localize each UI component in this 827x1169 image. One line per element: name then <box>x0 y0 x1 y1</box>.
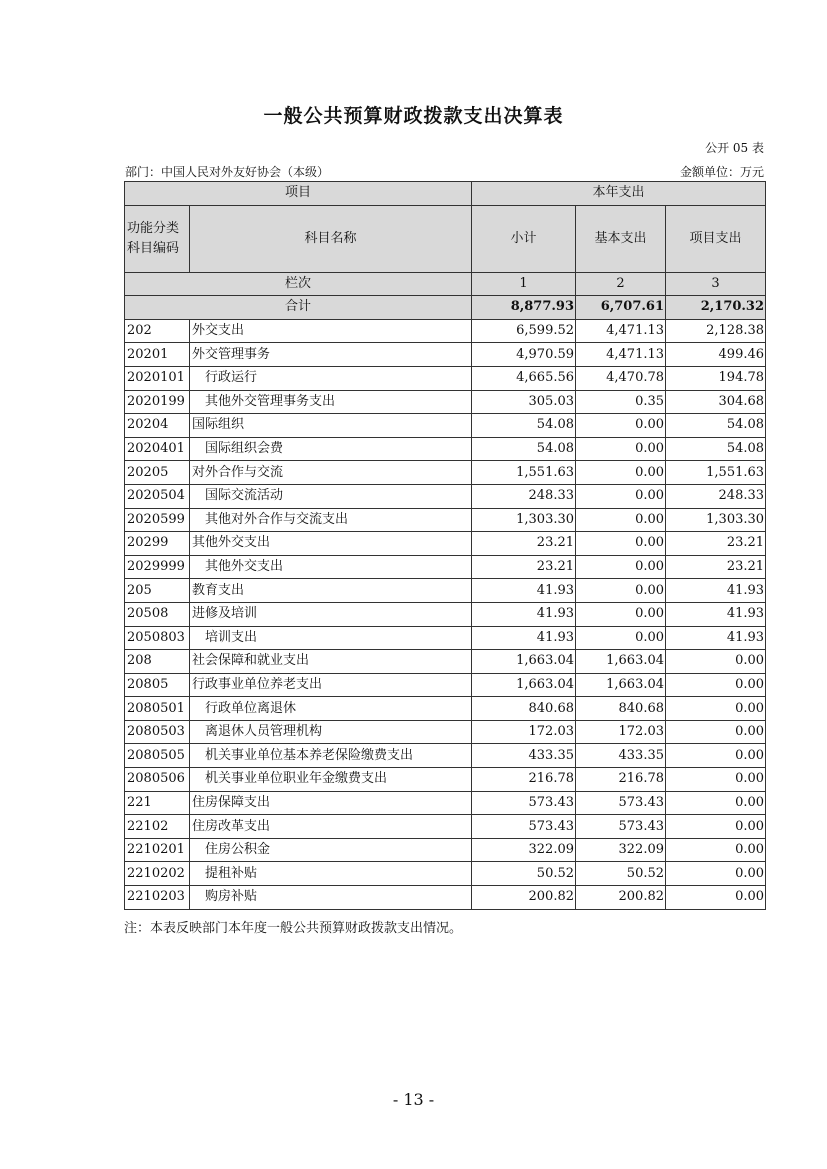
table-row <box>125 862 766 886</box>
row-code: 208 <box>125 650 190 674</box>
row-code: 2029999 <box>125 555 190 579</box>
header-column-index: 栏次 <box>125 272 472 296</box>
table-row <box>125 579 766 603</box>
row-code: 20508 <box>125 602 190 626</box>
table-row <box>125 555 766 579</box>
table-row <box>125 414 766 438</box>
row-project: 23.21 <box>666 532 766 556</box>
page-title: 一般公共预算财政拨款支出决算表 <box>263 105 564 127</box>
table-row <box>125 697 766 721</box>
row-name <box>190 697 472 721</box>
row-basic: 322.09 <box>576 838 666 862</box>
row-subtotal: 840.68 <box>472 697 576 721</box>
row-code: 2020401 <box>125 437 190 461</box>
row-project: 194.78 <box>666 366 766 390</box>
row-project: 0.00 <box>666 673 766 697</box>
row-subtotal: 4,665.56 <box>472 366 576 390</box>
form-number: 公开 05 表 <box>705 141 764 155</box>
header-row-2 <box>125 205 766 272</box>
row-basic: 4,470.78 <box>576 366 666 390</box>
row-subtotal: 1,303.30 <box>472 508 576 532</box>
row-name: 住房保障支出 <box>190 791 472 815</box>
row-basic: 840.68 <box>576 697 666 721</box>
row-project: 41.93 <box>666 626 766 650</box>
table-row <box>125 673 766 697</box>
row-name: 国际组织 <box>190 414 472 438</box>
header-col2: 2 <box>576 272 666 296</box>
row-subtotal: 1,663.04 <box>472 650 576 674</box>
row-name <box>190 862 472 886</box>
row-code: 2210203 <box>125 886 190 910</box>
table-row <box>125 626 766 650</box>
row-subtotal: 1,551.63 <box>472 461 576 485</box>
row-code: 2080503 <box>125 720 190 744</box>
row-basic: 0.00 <box>576 579 666 603</box>
row-project: 0.00 <box>666 791 766 815</box>
row-basic: 0.00 <box>576 508 666 532</box>
row-name <box>190 508 472 532</box>
row-project: 0.00 <box>666 886 766 910</box>
row-basic: 4,471.13 <box>576 319 666 343</box>
row-subtotal: 41.93 <box>472 579 576 603</box>
row-project: 1,303.30 <box>666 508 766 532</box>
table-row <box>125 508 766 532</box>
row-code: 205 <box>125 579 190 603</box>
header-current-year: 本年支出 <box>472 182 766 206</box>
table-row <box>125 650 766 674</box>
row-basic: 433.35 <box>576 744 666 768</box>
row-basic: 0.00 <box>576 532 666 556</box>
row-project: 0.00 <box>666 838 766 862</box>
table-row <box>125 461 766 485</box>
row-name-text: 购房补贴 <box>205 889 258 905</box>
row-name: 行政事业单位养老支出 <box>190 673 472 697</box>
row-basic: 573.43 <box>576 791 666 815</box>
row-project: 0.00 <box>666 744 766 768</box>
row-subtotal: 305.03 <box>472 390 576 414</box>
row-code: 2050803 <box>125 626 190 650</box>
row-name <box>190 626 472 650</box>
row-code: 2020101 <box>125 366 190 390</box>
table-row <box>125 390 766 414</box>
table-row <box>125 343 766 367</box>
header-project: 项目 <box>125 182 472 206</box>
row-subtotal: 23.21 <box>472 555 576 579</box>
row-subtotal: 54.08 <box>472 437 576 461</box>
header-subtotal: 小计 <box>472 205 576 272</box>
row-project: 248.33 <box>666 484 766 508</box>
row-code: 2020504 <box>125 484 190 508</box>
row-name-text: 国际组织会费 <box>205 441 284 457</box>
page-number: - 13 - <box>392 1090 435 1109</box>
row-basic: 1,663.04 <box>576 673 666 697</box>
row-name-text: 行政运行 <box>205 370 258 386</box>
row-name-text: 其他对外合作与交流支出 <box>205 511 349 527</box>
row-name <box>190 437 472 461</box>
row-subtotal: 50.52 <box>472 862 576 886</box>
total-project: 2,170.32 <box>666 296 766 320</box>
row-name-text: 离退休人员管理机构 <box>205 724 323 740</box>
row-project: 304.68 <box>666 390 766 414</box>
row-subtotal: 172.03 <box>472 720 576 744</box>
row-name: 外交管理事务 <box>190 343 472 367</box>
row-basic: 1,663.04 <box>576 650 666 674</box>
row-project: 1,551.63 <box>666 461 766 485</box>
row-basic: 0.00 <box>576 484 666 508</box>
row-project: 0.00 <box>666 720 766 744</box>
row-code: 2080506 <box>125 768 190 792</box>
row-subtotal: 6,599.52 <box>472 319 576 343</box>
row-name <box>190 838 472 862</box>
row-basic: 172.03 <box>576 720 666 744</box>
table-row <box>125 720 766 744</box>
row-name: 住房改革支出 <box>190 815 472 839</box>
row-subtotal: 54.08 <box>472 414 576 438</box>
table-row <box>125 602 766 626</box>
row-basic: 0.00 <box>576 602 666 626</box>
header-basic: 基本支出 <box>576 205 666 272</box>
row-name <box>190 484 472 508</box>
row-basic: 0.00 <box>576 626 666 650</box>
department-label: 部门：中国人民对外友好协会（本级） <box>125 165 330 179</box>
header-row-3 <box>125 272 766 296</box>
row-subtotal: 216.78 <box>472 768 576 792</box>
row-basic: 4,471.13 <box>576 343 666 367</box>
row-name <box>190 555 472 579</box>
row-basic: 200.82 <box>576 886 666 910</box>
row-name <box>190 768 472 792</box>
row-code: 202 <box>125 319 190 343</box>
row-subtotal: 1,663.04 <box>472 673 576 697</box>
row-subtotal: 23.21 <box>472 532 576 556</box>
header-col1: 1 <box>472 272 576 296</box>
row-project: 499.46 <box>666 343 766 367</box>
table-row <box>125 886 766 910</box>
header-row-1 <box>125 182 766 206</box>
row-basic: 573.43 <box>576 815 666 839</box>
row-code: 2210201 <box>125 838 190 862</box>
row-project: 0.00 <box>666 650 766 674</box>
row-code: 221 <box>125 791 190 815</box>
row-project: 23.21 <box>666 555 766 579</box>
row-project: 54.08 <box>666 414 766 438</box>
table-row <box>125 838 766 862</box>
row-name <box>190 720 472 744</box>
expenditure-table <box>124 181 766 910</box>
header-subject-name: 科目名称 <box>190 205 472 272</box>
table-row <box>125 791 766 815</box>
row-code: 22102 <box>125 815 190 839</box>
row-name <box>190 886 472 910</box>
table-row <box>125 319 766 343</box>
row-code: 2080501 <box>125 697 190 721</box>
row-code: 2210202 <box>125 862 190 886</box>
row-basic: 0.00 <box>576 461 666 485</box>
row-name-text: 国际交流活动 <box>205 488 284 504</box>
row-subtotal: 322.09 <box>472 838 576 862</box>
row-subtotal: 573.43 <box>472 791 576 815</box>
row-name-text: 提租补贴 <box>205 865 258 881</box>
row-code: 2020599 <box>125 508 190 532</box>
row-name: 外交支出 <box>190 319 472 343</box>
row-code: 2020199 <box>125 390 190 414</box>
row-basic: 216.78 <box>576 768 666 792</box>
row-project: 2,128.38 <box>666 319 766 343</box>
row-basic: 0.00 <box>576 414 666 438</box>
row-code: 20204 <box>125 414 190 438</box>
row-name-text: 住房公积金 <box>205 842 271 858</box>
total-basic: 6,707.61 <box>576 296 666 320</box>
row-subtotal: 573.43 <box>472 815 576 839</box>
row-subtotal: 433.35 <box>472 744 576 768</box>
table-row <box>125 815 766 839</box>
row-project: 0.00 <box>666 768 766 792</box>
row-basic: 0.35 <box>576 390 666 414</box>
table-row <box>125 437 766 461</box>
header-func-code: 功能分类科目编码 <box>125 205 190 272</box>
table-row <box>125 532 766 556</box>
total-subtotal: 8,877.93 <box>472 296 576 320</box>
table-row <box>125 366 766 390</box>
row-project: 0.00 <box>666 815 766 839</box>
total-label: 合计 <box>125 296 472 320</box>
row-name-text: 机关事业单位职业年金缴费支出 <box>205 771 388 787</box>
row-project: 0.00 <box>666 862 766 886</box>
row-subtotal: 4,970.59 <box>472 343 576 367</box>
row-code: 20201 <box>125 343 190 367</box>
row-basic: 0.00 <box>576 437 666 461</box>
row-name: 其他外交支出 <box>190 532 472 556</box>
row-name-text: 机关事业单位基本养老保险缴费支出 <box>205 747 414 763</box>
row-name-text: 其他外交支出 <box>205 559 284 575</box>
row-basic: 50.52 <box>576 862 666 886</box>
row-project: 41.93 <box>666 579 766 603</box>
row-name-text: 其他外交管理事务支出 <box>205 393 336 409</box>
row-name: 进修及培训 <box>190 602 472 626</box>
row-name <box>190 366 472 390</box>
table-note: 注：本表反映部门本年度一般公共预算财政拨款支出情况。 <box>124 921 463 936</box>
row-name <box>190 744 472 768</box>
row-code: 20205 <box>125 461 190 485</box>
table-row <box>125 484 766 508</box>
row-basic: 0.00 <box>576 555 666 579</box>
row-name: 对外合作与交流 <box>190 461 472 485</box>
row-project: 54.08 <box>666 437 766 461</box>
row-code: 20805 <box>125 673 190 697</box>
header-col3: 3 <box>666 272 766 296</box>
row-subtotal: 200.82 <box>472 886 576 910</box>
row-name <box>190 390 472 414</box>
row-subtotal: 41.93 <box>472 602 576 626</box>
row-name-text: 培训支出 <box>205 629 258 645</box>
row-name: 教育支出 <box>190 579 472 603</box>
row-project: 0.00 <box>666 697 766 721</box>
row-code: 20299 <box>125 532 190 556</box>
unit-label: 金额单位：万元 <box>679 165 764 179</box>
row-project: 41.93 <box>666 602 766 626</box>
row-name: 社会保障和就业支出 <box>190 650 472 674</box>
table-row <box>125 768 766 792</box>
header-project-exp: 项目支出 <box>666 205 766 272</box>
row-subtotal: 248.33 <box>472 484 576 508</box>
row-code: 2080505 <box>125 744 190 768</box>
row-subtotal: 41.93 <box>472 626 576 650</box>
row-name-text: 行政单位离退休 <box>205 700 297 716</box>
table-row <box>125 744 766 768</box>
total-row <box>125 296 766 320</box>
